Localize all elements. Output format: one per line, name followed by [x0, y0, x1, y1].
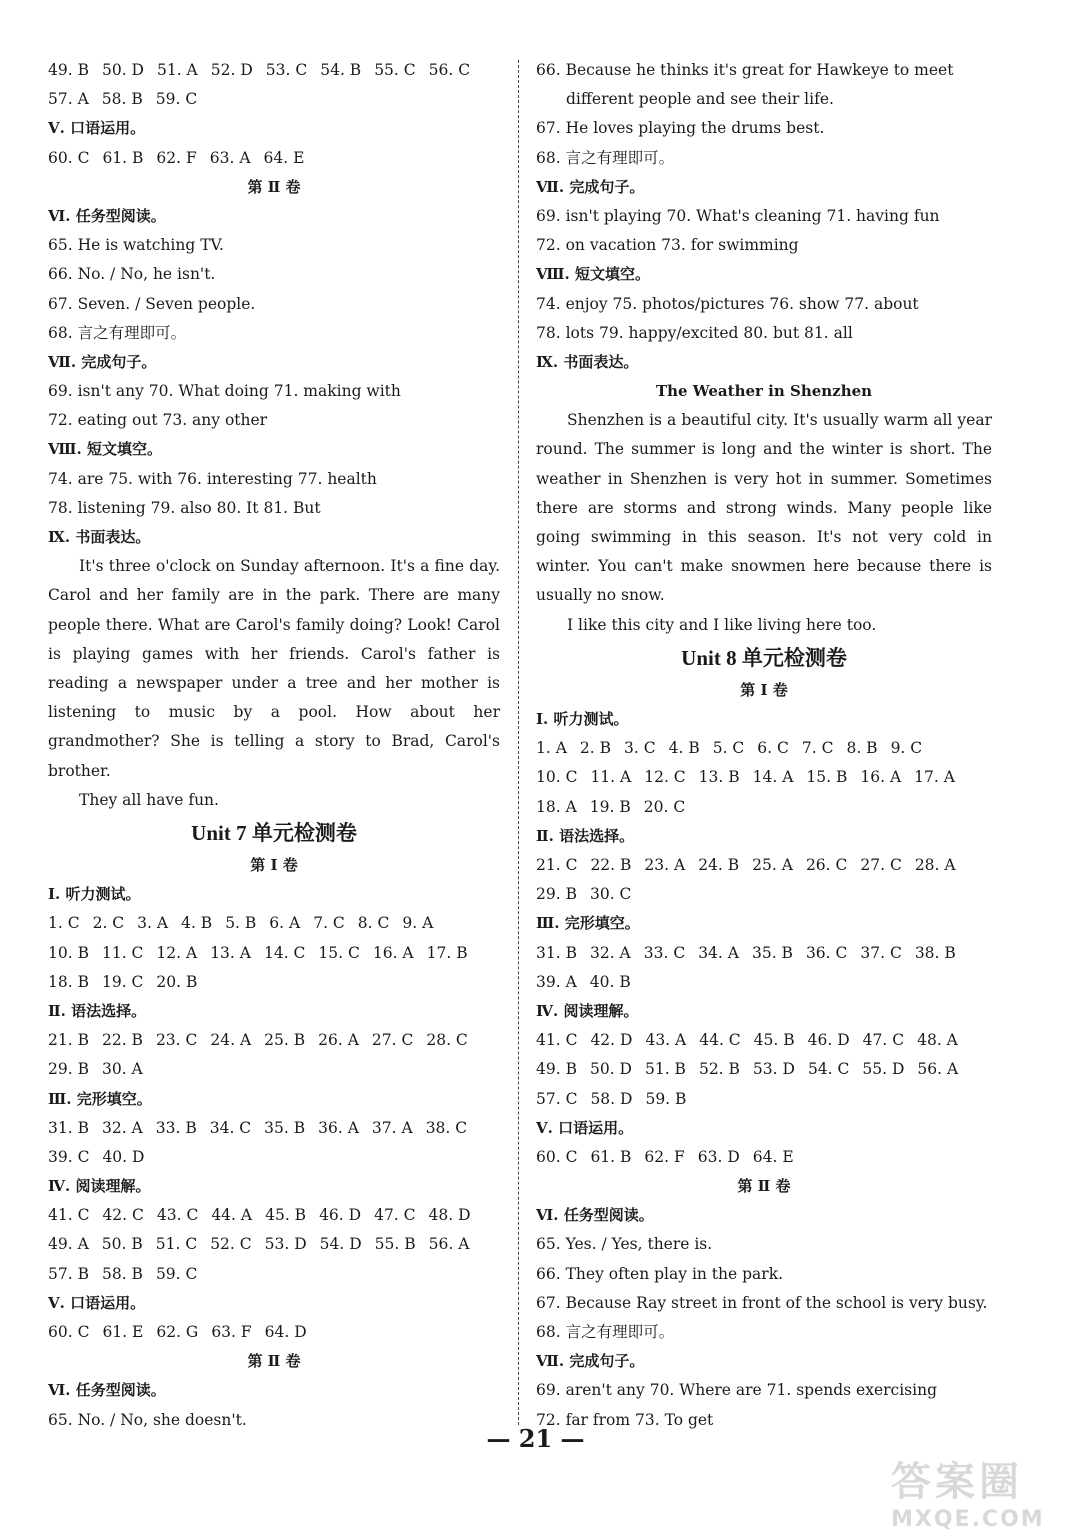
answer-item: 53. D: [752, 1060, 795, 1079]
answer-item: 18. B: [48, 972, 89, 991]
answer-line: 74. are 75. with 76. interesting 77. health: [48, 469, 377, 488]
section-heading: Ⅸ. 书面表达。: [536, 352, 639, 371]
answer-item: 37. C: [860, 943, 902, 962]
answer-item: 53. C: [265, 61, 308, 79]
volume-heading: 第 Ⅱ 卷: [247, 177, 301, 196]
answer-row: [48, 909, 500, 938]
essay-paragraph: I like this city and I like living here too.: [567, 615, 877, 634]
answer-item: 63. D: [697, 1147, 740, 1166]
answer-item: 34. C: [209, 1118, 252, 1137]
answer-item: 14. A: [752, 768, 794, 787]
answer-item: 19. C: [101, 972, 144, 991]
section-heading: Ⅷ. 短文填空。: [536, 265, 650, 284]
volume-heading: 第 Ⅰ 卷: [250, 856, 298, 875]
essay-paragraph: They all have fun.: [79, 790, 219, 809]
answer-row: [536, 1143, 992, 1172]
answer-item: 58. B: [101, 90, 143, 109]
section-heading: Ⅴ. 口语运用。: [48, 1293, 146, 1312]
answer-item: 23. C: [155, 1031, 198, 1050]
answer-item: 9. A: [402, 914, 434, 933]
answer-item: 12. C: [644, 768, 686, 787]
answer-row: [48, 939, 500, 968]
answer-item: 54. C: [807, 1060, 850, 1079]
section-heading: Ⅲ. 完形填空。: [48, 1089, 152, 1108]
answer-item: 10. C: [536, 768, 578, 787]
answer-item: 55. C: [374, 61, 416, 79]
answer-row: [48, 1055, 500, 1084]
answer-item: 33. C: [643, 943, 686, 962]
answer-item: 22. B: [101, 1031, 143, 1050]
answer-item: 60. C: [536, 1147, 578, 1166]
answer-line: 68. 言之有理即可。: [536, 1323, 675, 1341]
answer-item: 53. D: [264, 1235, 307, 1254]
section-heading: Ⅶ. 完成句子。: [536, 177, 645, 196]
answer-line: 72. far from 73. To get: [536, 1410, 714, 1429]
answer-row: [48, 1201, 500, 1230]
answer-item: 47. C: [374, 1206, 416, 1225]
answer-row: [48, 968, 500, 997]
answer-item: 59. C: [155, 1264, 198, 1283]
answer-line: 65. Yes. / Yes, there is.: [536, 1235, 713, 1254]
column-divider: [518, 60, 519, 1425]
answer-item: 56. A: [917, 1060, 959, 1079]
page-number: — 21 —: [486, 1424, 585, 1453]
answer-row: [48, 85, 500, 114]
answer-line: 65. He is watching TV.: [48, 236, 224, 255]
answer-line: 78. listening 79. also 80. It 81. But: [48, 498, 321, 517]
answer-item: 9. C: [890, 739, 923, 758]
answer-item: 17. A: [914, 768, 955, 787]
section-heading: Ⅵ. 任务型阅读。: [48, 206, 166, 225]
answer-item: 51. B: [644, 1060, 686, 1079]
answer-item: 7. C: [313, 914, 345, 933]
answer-item: 38. C: [425, 1118, 468, 1137]
answer-item: 31. B: [536, 943, 577, 962]
answer-item: 20. B: [156, 972, 198, 991]
answer-item: 28. A: [914, 856, 956, 874]
watermark-text: 答案圈: [891, 1459, 1023, 1505]
volume-heading: 第 Ⅱ 卷: [247, 1352, 301, 1371]
watermark-logo: [891, 1450, 1061, 1530]
answer-row: [48, 1143, 500, 1172]
answer-row: [536, 763, 992, 792]
answer-item: 2. B: [579, 739, 612, 758]
answer-item: 36. C: [805, 943, 848, 962]
answer-item: 48. A: [917, 1031, 958, 1050]
answer-item: 51. A: [156, 61, 198, 79]
answer-item: 15. C: [318, 943, 360, 962]
answer-item: 32. A: [101, 1118, 143, 1137]
answer-item: 58. B: [101, 1264, 143, 1283]
answer-item: 16. A: [860, 768, 902, 787]
answer-item: 24. A: [210, 1031, 252, 1050]
answer-item: 46. D: [319, 1206, 362, 1225]
section-heading: Ⅳ. 阅读理解。: [536, 1001, 639, 1020]
answer-line: 72. on vacation 73. for swimming: [536, 236, 799, 255]
section-heading: Ⅴ. 口语运用。: [536, 1118, 634, 1137]
answer-item: 49. B: [48, 61, 89, 79]
answer-item: 32. A: [589, 943, 631, 962]
answer-item: 22. B: [590, 856, 632, 874]
answer-item: 64. E: [752, 1147, 794, 1166]
watermark-url: MXQE.COM: [891, 1507, 1045, 1532]
essay-paragraph: Shenzhen is a beautiful city. It's usually warm all year round. The summer is long and the winter is short. The weather in Shenzhen is very hot in summer. Sometimes there are storms and strong winds. Many people like going swimming in this season. It's not very cold in winter. You can't make snowmen here because there is usually no snow.: [536, 411, 992, 605]
answer-item: 25. B: [264, 1031, 306, 1050]
answer-item: 46. D: [807, 1031, 850, 1050]
answer-item: 12. A: [156, 943, 198, 962]
answer-item: 47. C: [862, 1031, 905, 1050]
answer-line: 67. Because Ray street in front of the school is very busy.: [536, 1293, 988, 1312]
answer-item: 21. B: [48, 1031, 89, 1050]
answer-item: 13. B: [698, 768, 740, 787]
answer-item: 11. A: [590, 768, 632, 787]
answer-item: 59. B: [645, 1089, 687, 1108]
answer-item: 29. B: [48, 1060, 89, 1079]
essay-paragraph: It's three o'clock on Sunday afternoon. It's a fine day. Carol and her family are in the park. There are many people there. What are Carol's family doing? Look! Carol is playing games with her friends. Carol's father is reading a newspaper under a tree and her mother is listening to music by a pool. How about her grandmother? She is telling a story to Brad, Carol's brother.: [48, 557, 500, 780]
answer-item: 11. C: [101, 943, 144, 962]
answer-row: [536, 939, 992, 968]
answer-line: 69. isn't any 70. What doing 71. making with: [48, 382, 401, 401]
answer-line: 66. No. / No, he isn't.: [48, 265, 216, 284]
answer-line: 67. Seven. / Seven people.: [48, 294, 256, 313]
answer-item: 35. B: [264, 1118, 306, 1137]
answer-item: 64. E: [263, 148, 305, 167]
answer-item: 34. A: [698, 943, 739, 962]
volume-heading: 第 Ⅱ 卷: [737, 1177, 791, 1196]
answer-item: 4. B: [668, 739, 700, 758]
section-heading: Ⅶ. 完成句子。: [48, 352, 157, 371]
answer-item: 50. B: [101, 1235, 143, 1254]
answer-item: 4. B: [181, 914, 213, 933]
answer-item: 50. D: [589, 1060, 632, 1079]
answer-item: 5. B: [225, 914, 257, 933]
answer-item: 6. A: [269, 914, 301, 933]
answer-item: 27. C: [860, 856, 902, 874]
answer-item: 13. A: [210, 943, 251, 962]
answer-item: 1. A: [536, 739, 567, 758]
unit-title: Unit 7 单元检测卷: [191, 821, 357, 846]
section-heading: Ⅴ. 口语运用。: [48, 119, 146, 138]
answer-item: 62. F: [644, 1147, 685, 1166]
answer-item: 17. B: [426, 943, 468, 962]
answer-item: 58. D: [590, 1089, 633, 1108]
answer-item: 39. C: [48, 1147, 90, 1166]
volume-heading: 第 Ⅰ 卷: [740, 680, 788, 699]
answer-item: 61. E: [102, 1323, 144, 1342]
answer-item: 30. C: [589, 885, 632, 904]
answer-row: [48, 1026, 500, 1055]
answer-line: 66. Because he thinks it's great for Hawkeye to meet: [536, 61, 954, 79]
answer-line: 67. He loves playing the drums best.: [536, 119, 825, 138]
answer-item: 26. C: [805, 856, 848, 874]
answer-line: 78. lots 79. happy/excited 80. but 81. all: [536, 323, 853, 342]
answer-line: 72. eating out 73. any other: [48, 411, 268, 430]
answer-item: 61. B: [102, 148, 144, 167]
answer-item: 49. A: [48, 1235, 89, 1254]
answer-line: 69. isn't playing 70. What's cleaning 71. having fun: [536, 206, 940, 225]
section-heading: Ⅸ. 书面表达。: [48, 528, 151, 546]
answer-item: 5. C: [712, 739, 745, 758]
answer-row: [48, 1114, 500, 1143]
answer-item: 6. C: [757, 739, 789, 758]
section-heading: Ⅵ. 任务型阅读。: [536, 1206, 654, 1225]
answer-item: 64. D: [264, 1323, 307, 1342]
answer-row: [536, 1026, 992, 1055]
answer-item: 25. A: [752, 856, 793, 874]
answer-item: 43. C: [156, 1206, 199, 1225]
answer-row: [48, 56, 500, 85]
answer-item: 21. C: [536, 856, 578, 874]
answer-item: 27. C: [371, 1031, 414, 1050]
answer-item: 8. C: [357, 914, 390, 933]
answer-item: 44. C: [699, 1031, 741, 1050]
section-heading: Ⅶ. 完成句子。: [536, 1352, 645, 1371]
answer-row: [536, 880, 992, 909]
answer-item: 56. A: [428, 1235, 470, 1254]
answer-item: 24. B: [698, 856, 740, 874]
answer-item: 56. C: [428, 61, 471, 79]
answer-item: 63. F: [211, 1323, 252, 1342]
answer-item: 19. B: [589, 797, 631, 816]
answer-item: 3. C: [624, 739, 656, 758]
answer-item: 54. B: [320, 61, 362, 79]
answer-item: 29. B: [536, 885, 577, 904]
answer-item: 52. D: [210, 61, 253, 79]
section-heading: Ⅰ. 听力测试。: [536, 710, 629, 729]
answer-item: 61. B: [590, 1147, 632, 1166]
answer-item: 35. B: [751, 943, 793, 962]
answer-item: 38. B: [914, 943, 956, 962]
answer-item: 31. B: [48, 1118, 89, 1137]
section-heading: Ⅳ. 阅读理解。: [48, 1177, 151, 1196]
answer-item: 51. C: [155, 1235, 198, 1254]
answer-item: 52. C: [210, 1235, 252, 1254]
answer-item: 20. C: [643, 797, 686, 816]
answer-item: 42. C: [102, 1206, 144, 1225]
answer-item: 8. B: [846, 739, 878, 758]
answer-item: 57. A: [48, 90, 89, 109]
answer-item: 57. C: [536, 1089, 578, 1108]
answer-row: [536, 968, 992, 997]
right-column: [536, 56, 992, 1435]
unit-title: Unit 8 单元检测卷: [681, 645, 847, 670]
answer-item: 48. D: [428, 1206, 471, 1225]
answer-line: 74. enjoy 75. photos/pictures 76. show 77. about: [536, 294, 919, 313]
answer-item: 15. B: [806, 768, 848, 787]
answer-row: [536, 793, 992, 822]
answer-item: 60. C: [48, 1323, 90, 1342]
answer-row: [536, 1055, 992, 1084]
answer-item: 63. A: [209, 148, 251, 167]
answer-item: 45. B: [265, 1206, 307, 1225]
answer-item: 43. A: [645, 1031, 687, 1050]
section-heading: Ⅲ. 完形填空。: [536, 914, 640, 933]
answer-item: 26. A: [318, 1031, 359, 1050]
answer-line: 69. aren't any 70. Where are 71. spends exercising: [536, 1381, 937, 1400]
answer-item: 44. A: [211, 1206, 253, 1225]
answer-item: 33. B: [155, 1118, 197, 1137]
answer-item: 55. B: [374, 1235, 416, 1254]
answer-item: 41. C: [536, 1031, 578, 1050]
answer-item: 2. C: [92, 914, 125, 933]
essay-title: The Weather in Shenzhen: [655, 382, 873, 401]
answer-line: 68. 言之有理即可。: [536, 148, 675, 167]
answer-line: 66. They often play in the park.: [536, 1264, 784, 1283]
answer-item: 37. A: [371, 1118, 413, 1137]
answer-line: 65. No. / No, she doesn't.: [48, 1410, 247, 1429]
answer-item: 7. C: [801, 739, 834, 758]
answer-item: 18. A: [536, 797, 577, 816]
answer-item: 36. A: [318, 1118, 359, 1137]
answer-item: 57. B: [48, 1264, 89, 1283]
answer-row: [48, 1230, 500, 1259]
answer-item: 1. C: [48, 914, 80, 933]
answer-item: 23. A: [644, 856, 686, 874]
section-heading: Ⅱ. 语法选择。: [536, 826, 635, 845]
answer-item: 10. B: [48, 943, 89, 962]
answer-item: 40. D: [102, 1147, 145, 1166]
answer-row: [48, 1318, 500, 1347]
answer-item: 59. C: [155, 90, 198, 109]
answer-item: 55. D: [862, 1060, 905, 1079]
section-heading: Ⅱ. 语法选择。: [48, 1001, 147, 1020]
answer-row: [536, 1085, 992, 1114]
answer-item: 30. A: [101, 1060, 143, 1079]
answer-row: [48, 1260, 500, 1289]
answer-item: 54. D: [319, 1235, 362, 1254]
answer-item: 28. C: [426, 1031, 468, 1050]
answer-line: different people and see their life.: [566, 90, 834, 109]
answer-item: 39. A: [536, 972, 577, 991]
answer-item: 45. B: [753, 1031, 795, 1050]
section-heading: Ⅰ. 听力测试。: [48, 885, 141, 904]
answer-row: [48, 144, 500, 173]
section-heading: Ⅵ. 任务型阅读。: [48, 1381, 166, 1400]
answer-item: 62. G: [156, 1323, 199, 1342]
answer-item: 3. A: [137, 914, 169, 933]
answer-row: [536, 734, 992, 763]
answer-item: 42. D: [590, 1031, 633, 1050]
answer-item: 41. C: [48, 1206, 90, 1225]
answer-item: 50. D: [101, 61, 144, 79]
answer-item: 62. F: [156, 148, 197, 167]
left-column: [48, 56, 500, 1435]
answer-item: 52. B: [698, 1060, 740, 1079]
answer-line: 68. 言之有理即可。: [48, 323, 187, 342]
answer-item: 14. C: [263, 943, 306, 962]
answer-item: 40. B: [589, 972, 631, 991]
answer-item: 49. B: [536, 1060, 577, 1079]
section-heading: Ⅷ. 短文填空。: [48, 440, 162, 459]
answer-row: [536, 851, 992, 880]
answer-item: 16. A: [372, 943, 414, 962]
answer-item: 60. C: [48, 148, 90, 167]
